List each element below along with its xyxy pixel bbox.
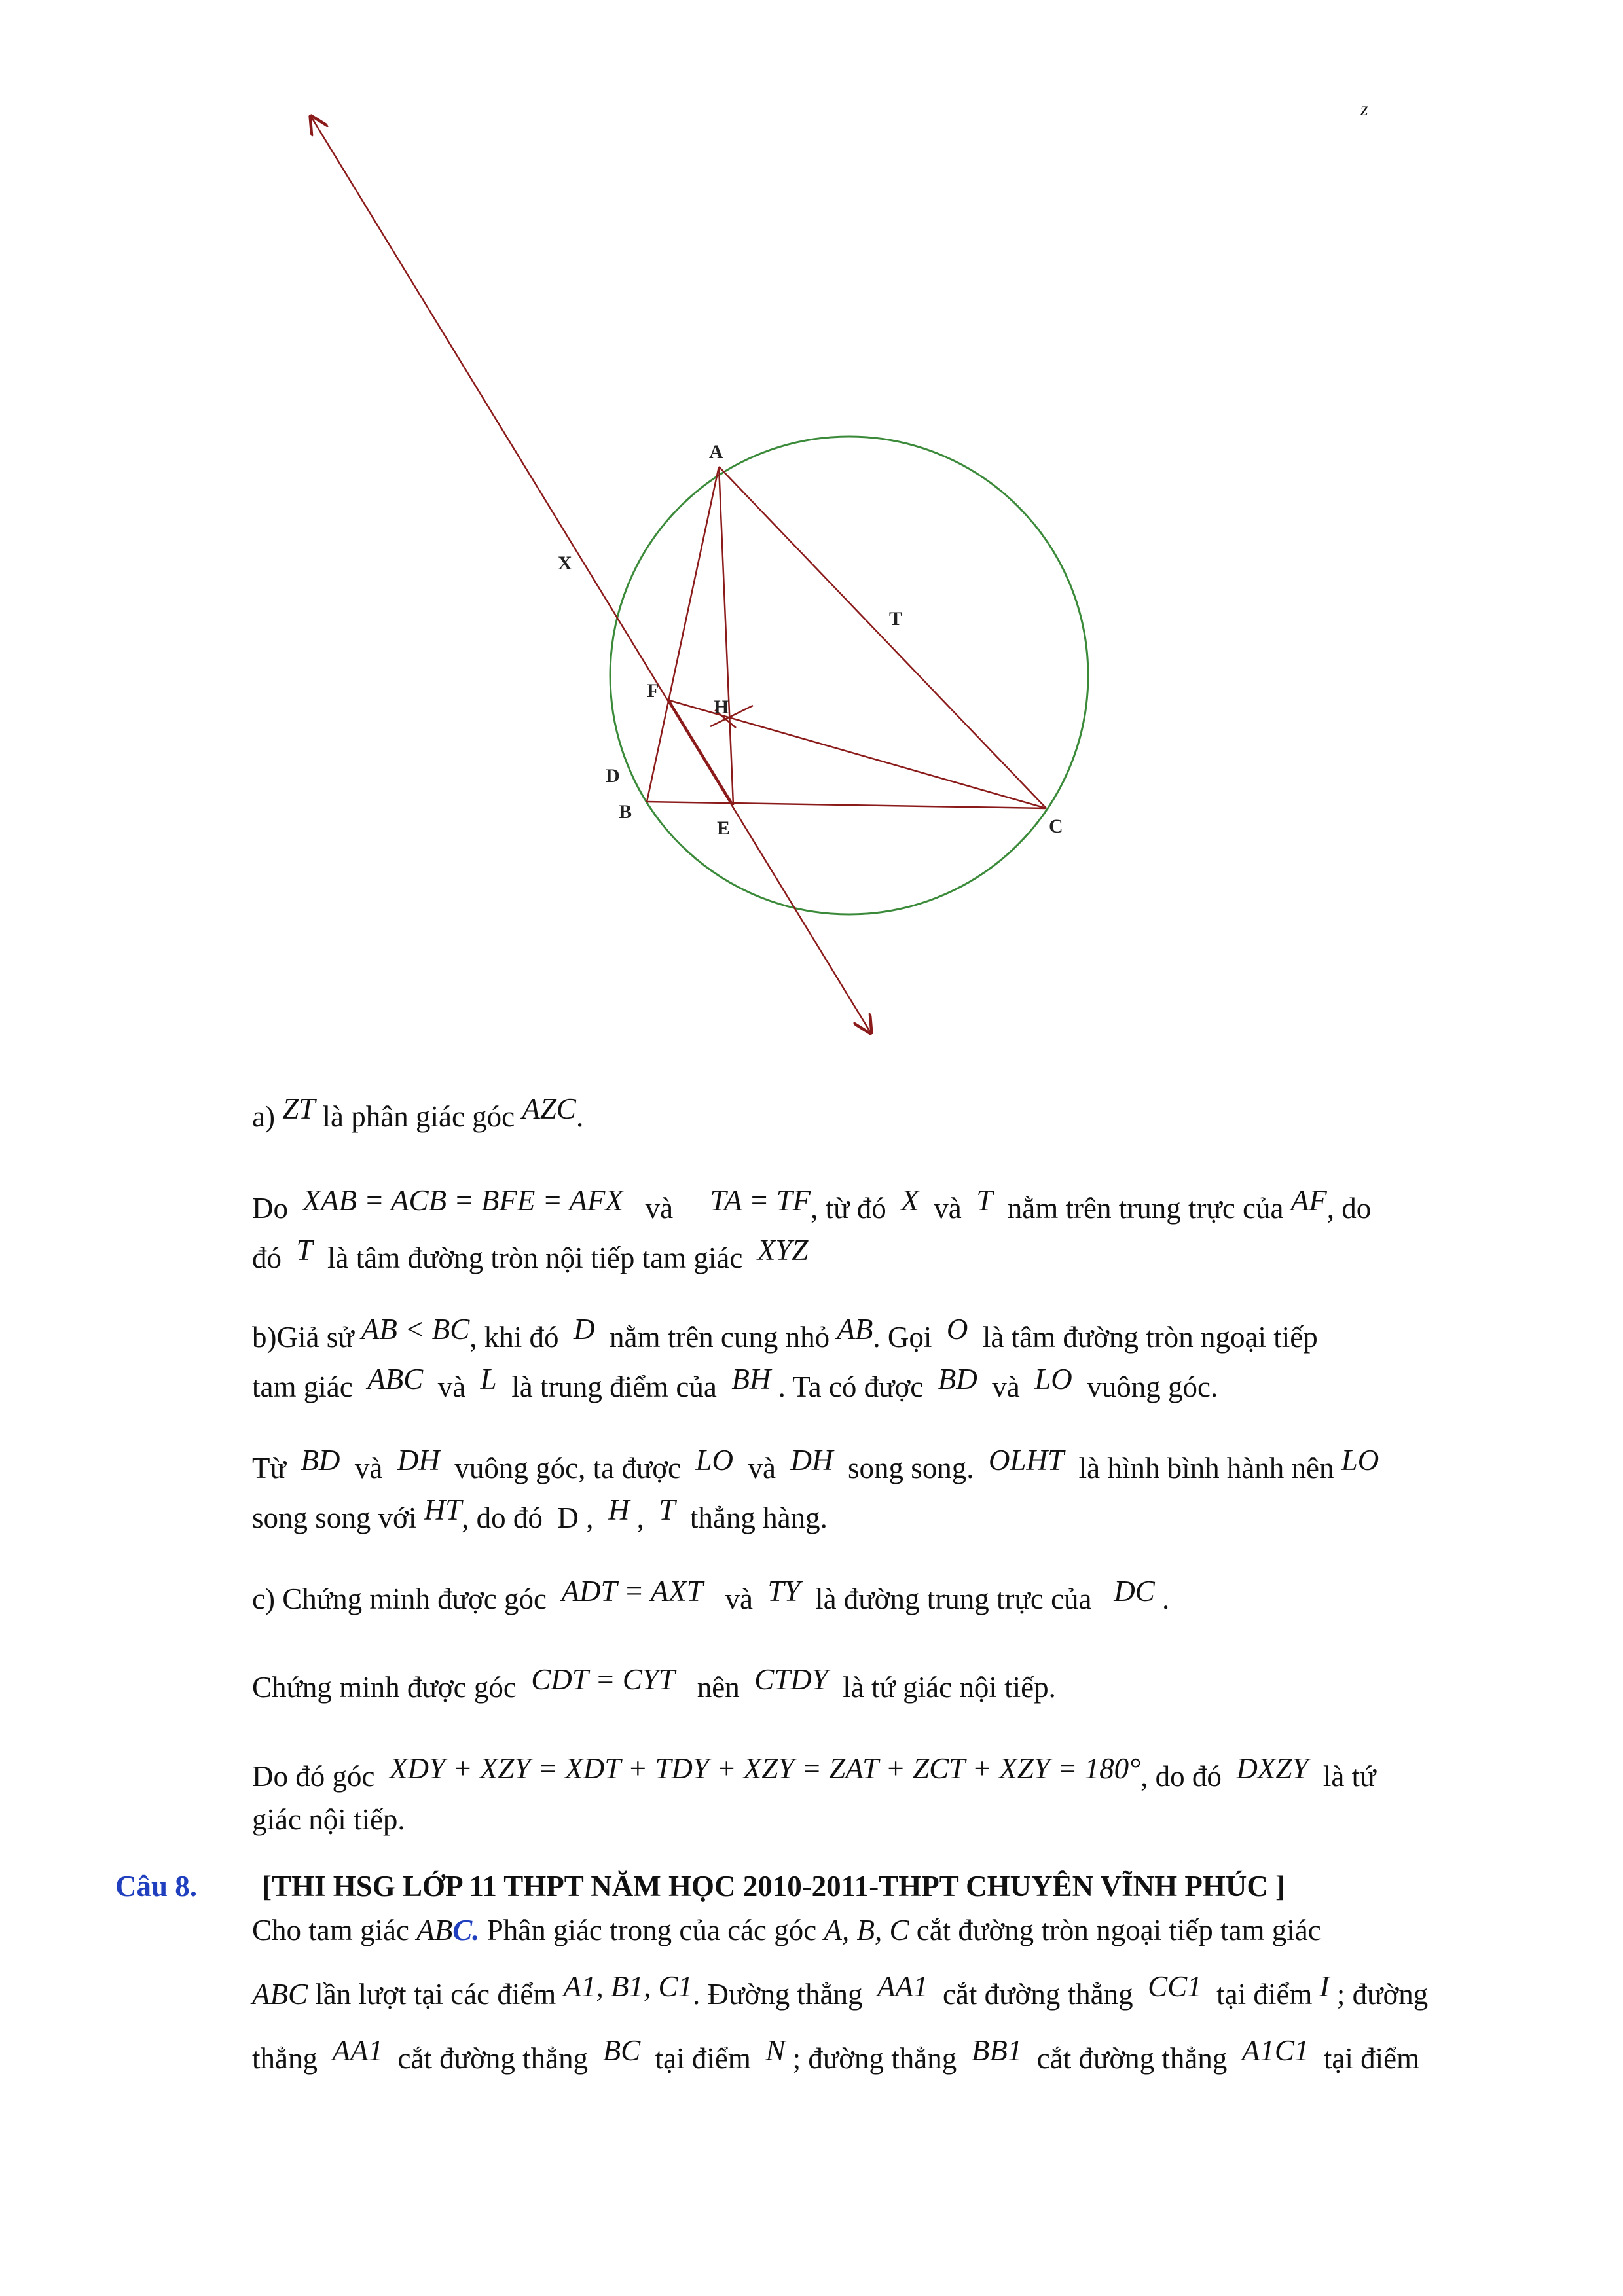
math-c: C. (452, 1914, 480, 1946)
line (252, 2026, 1519, 2090)
line (252, 1183, 1519, 1233)
text: nằm trên trung trực của (1007, 1192, 1284, 1225)
text: , từ đó (811, 1192, 886, 1225)
math-t: T (296, 1234, 313, 1266)
text: và (645, 1192, 674, 1225)
math-zt: ZT (282, 1092, 316, 1125)
altitude-ae (719, 467, 733, 805)
part-c-line1 (252, 1574, 1519, 1624)
math-t: T (659, 1494, 676, 1526)
text: cắt đường tròn ngoại tiếp tam giác (916, 1914, 1321, 1946)
text: D (557, 1501, 579, 1534)
math-af: AF (1290, 1184, 1327, 1217)
text: Do (252, 1192, 288, 1225)
text: giác nội tiếp. (252, 1803, 405, 1836)
text: . (575, 1100, 584, 1133)
math-bd: BD (938, 1363, 977, 1395)
math-aa1: AA1 (877, 1970, 928, 2003)
text: là đường trung trực của (815, 1583, 1092, 1615)
side-ab (647, 467, 719, 802)
label-a: A (709, 441, 723, 463)
text: và (437, 1371, 466, 1403)
text: nên (697, 1671, 740, 1704)
text: , do đó (1140, 1760, 1222, 1793)
text: tam giác (252, 1371, 353, 1403)
label-c: C (1049, 816, 1063, 837)
math-olht: OLHT (989, 1444, 1065, 1477)
text: là trung điểm của (511, 1371, 717, 1403)
text: , do đó (462, 1501, 543, 1534)
corner-mark: z (1360, 98, 1368, 120)
part-b-para2 (252, 1443, 1519, 1543)
math-cdt-cyt: CDT = CYT (531, 1663, 675, 1696)
line (252, 1751, 1519, 1801)
text: , (586, 1501, 594, 1534)
part-c-para3 (252, 1751, 1519, 1844)
line-x (311, 117, 871, 1033)
math-bd: BD (301, 1444, 340, 1477)
math-bc: BC (602, 2034, 641, 2067)
math-ta-tf: TA = TF (710, 1184, 811, 1217)
line (252, 1898, 1519, 1962)
label-b: B (619, 801, 632, 823)
math-dxzy: DXZY (1236, 1752, 1309, 1785)
line (252, 1233, 1519, 1283)
math-dc: DC (1114, 1575, 1155, 1607)
math-aa1: AA1 (332, 2034, 383, 2067)
text: song song. (848, 1452, 974, 1484)
text: và (934, 1192, 962, 1225)
text: . Đường thẳng (693, 1978, 863, 2011)
math-adt-axt: ADT = AXT (561, 1575, 703, 1607)
math-bb1: BB1 (971, 2034, 1023, 2067)
math-h: H (608, 1494, 630, 1526)
label-e: E (717, 817, 731, 839)
text: là hình bình hành nên (1078, 1452, 1334, 1484)
math-dh: DH (790, 1444, 833, 1477)
text: tại điểm (1216, 1978, 1313, 2011)
text: . Gọi (873, 1321, 932, 1354)
math-ab: AB (837, 1313, 873, 1346)
math-ab-lt-bc: AB < BC (361, 1313, 470, 1346)
text: cắt đường thẳng (942, 1978, 1133, 2011)
math-abc-list: A, B, C (824, 1914, 909, 1946)
text: Chứng minh được góc (252, 1671, 517, 1704)
text: và (354, 1452, 383, 1484)
part-b-para1 (252, 1312, 1519, 1412)
math-a1-b1-c1: A1, B1, C1 (563, 1970, 693, 2003)
text: thẳng (252, 2042, 318, 2075)
math-x: X (901, 1184, 919, 1217)
part-b-heading: b)Giả sử (252, 1321, 354, 1354)
math-bh: BH (731, 1363, 771, 1395)
math-lo: LO (695, 1444, 734, 1477)
math-abc: ABC (252, 1978, 308, 2011)
text: . Ta có được (778, 1371, 924, 1403)
text: Phân giác trong của các góc (486, 1914, 817, 1946)
part-a-heading: a) (252, 1100, 275, 1133)
line (252, 1362, 1519, 1412)
text: thẳng hàng. (689, 1501, 828, 1534)
math-angle-sum: XDY + XZY = XDT + TDY + XZY = ZAT + ZCT + XZY = 180° (389, 1752, 1141, 1785)
part-c-line2 (252, 1662, 1519, 1712)
text: là phân giác góc (322, 1100, 515, 1133)
label-d: D (606, 765, 620, 787)
text: là tâm đường tròn ngoại tiếp (982, 1321, 1318, 1354)
text: . (1162, 1583, 1170, 1615)
text: cắt đường thẳng (1036, 2042, 1228, 2075)
label-x: X (558, 552, 572, 574)
text: và (748, 1452, 776, 1484)
math-lo: LO (1341, 1444, 1379, 1477)
math-ty: TY (767, 1575, 801, 1607)
text: và (725, 1583, 753, 1615)
text: , do (1326, 1192, 1372, 1225)
text: Do đó góc (252, 1760, 375, 1793)
math-o: O (946, 1313, 968, 1346)
text: cắt đường thẳng (397, 2042, 589, 2075)
text: đó (252, 1242, 282, 1274)
math-ht: HT (424, 1494, 462, 1526)
math-ab: AB (416, 1914, 453, 1946)
text: lần lượt tại các điểm (315, 1978, 556, 2011)
text: và (992, 1371, 1020, 1403)
math-lo: LO (1034, 1363, 1072, 1395)
label-t: T (889, 608, 903, 630)
text: ; đường thẳng (792, 2042, 957, 2075)
label-h: H (714, 696, 729, 718)
text: là tâm đường tròn nội tiếp tam giác (327, 1242, 743, 1274)
math-i: I (1319, 1970, 1330, 2003)
math-cc1: CC1 (1148, 1970, 1202, 2003)
math-eq-angles: XAB = ACB = BFE = AFX (302, 1184, 623, 1217)
question-label: Câu 8. (115, 1870, 198, 1903)
line (252, 1795, 1519, 1844)
text: nằm trên cung nhỏ (610, 1321, 830, 1354)
math-a1c1: A1C1 (1241, 2034, 1309, 2067)
math-t: T (976, 1184, 993, 1217)
question-8-text (252, 1911, 1519, 2090)
line (252, 1312, 1519, 1362)
part-a-line1 (252, 1092, 1519, 1141)
math-abc: ABC (367, 1363, 424, 1395)
math-angle-azc: AZC (522, 1092, 576, 1125)
line (252, 1443, 1519, 1493)
text: là tứ giác nội tiếp. (843, 1671, 1056, 1704)
math-dh: DH (397, 1444, 440, 1477)
text: Cho tam giác (252, 1914, 409, 1946)
math-l: L (480, 1363, 497, 1395)
math-xyz: XYZ (757, 1234, 809, 1266)
side-bc (647, 802, 1046, 808)
side-ac (719, 467, 1046, 808)
text: ; đường (1336, 1978, 1429, 2011)
text: , khi đó (469, 1321, 559, 1354)
part-c-heading: c) Chứng minh được góc (252, 1583, 547, 1615)
text: tại điểm (655, 2042, 751, 2075)
text: là tứ (1322, 1760, 1376, 1793)
text: , (636, 1501, 644, 1534)
geometry-figure (0, 0, 1623, 1047)
line (252, 1962, 1519, 2026)
math-d: D (574, 1313, 595, 1346)
circumcircle (610, 437, 1088, 914)
text: vuông góc. (1087, 1371, 1218, 1403)
text: vuông góc, ta được (454, 1452, 681, 1484)
text: song song với (252, 1501, 417, 1534)
text: Từ (252, 1452, 286, 1484)
math-ctdy: CTDY (754, 1663, 828, 1696)
math-n: N (765, 2034, 786, 2067)
line (252, 1493, 1519, 1543)
part-a-para2 (252, 1183, 1519, 1283)
label-f: F (647, 680, 659, 702)
text: tại điểm (1323, 2042, 1420, 2075)
question-title: [THI HSG LỚP 11 THPT NĂM HỌC 2010-2011-THPT CHUYÊN VĨNH PHÚC ] (262, 1870, 1286, 1903)
